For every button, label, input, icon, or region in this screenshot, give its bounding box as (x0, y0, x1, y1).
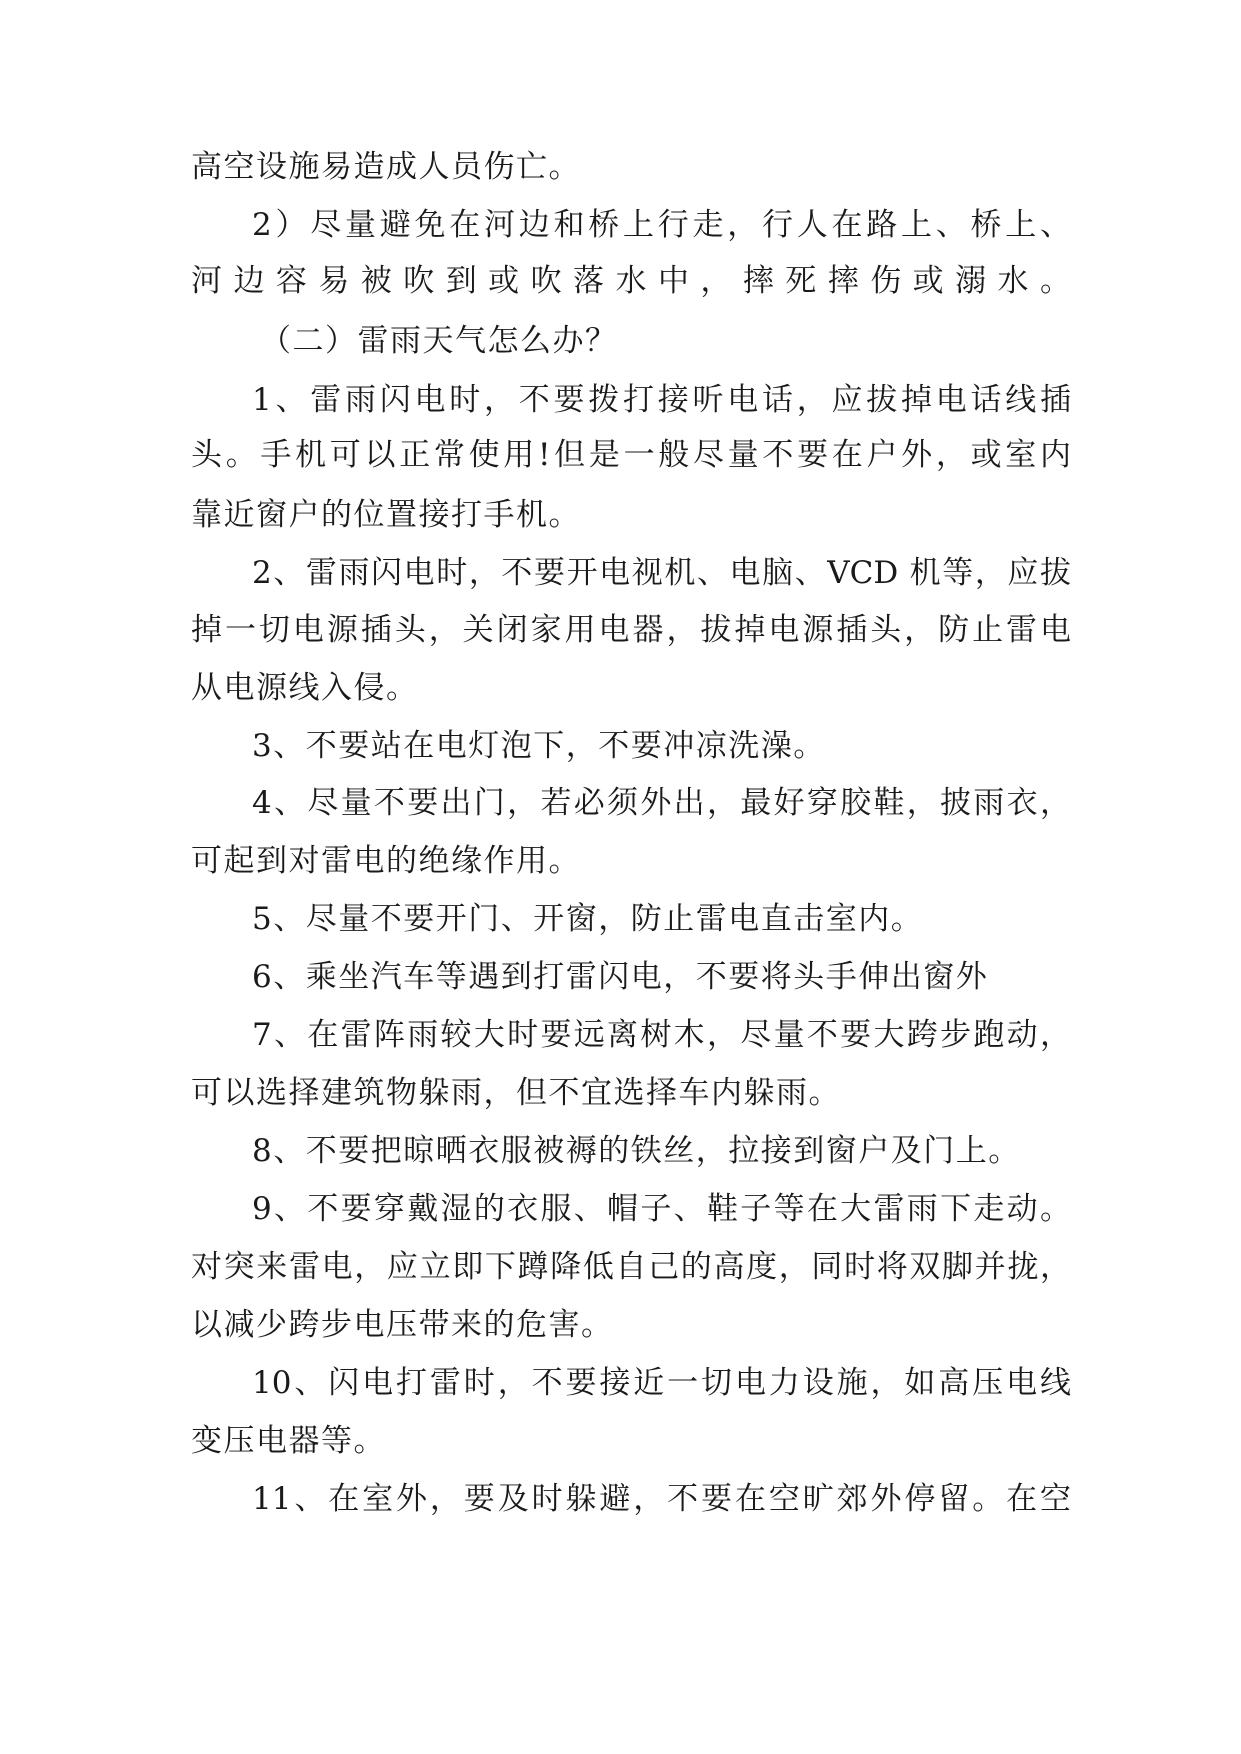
paragraph-line: 6、乘坐汽车等遇到打雷闪电，不要将头手伸出窗外 (252, 959, 989, 995)
paragraph-line: 靠近窗户的位置接打手机。 (191, 497, 581, 533)
paragraph-line: 3、不要站在电灯泡下，不要冲凉洗澡。 (252, 728, 826, 764)
paragraph-line: 变压电器等。 (191, 1423, 386, 1459)
paragraph-line: 掉一切电源插头，关闭家用电器，拔掉电源插头，防止雷电 (191, 612, 1071, 648)
paragraph-line: 以减少跨步电压带来的危害。 (191, 1307, 614, 1343)
paragraph-line: 2、雷雨闪电时，不要开电视机、电脑、VCD 机等，应拔 (252, 555, 1071, 591)
paragraph-line: 11、在室外，要及时躲避，不要在空旷郊外停留。在空 (252, 1481, 1071, 1517)
paragraph-line: 2）尽量避免在河边和桥上行走，行人在路上、桥上、 (252, 207, 1071, 243)
paragraph-line: 9、不要穿戴湿的衣服、帽子、鞋子等在大雷雨下走动。 (252, 1191, 1071, 1227)
paragraph-line: 8、不要把晾晒衣服被褥的铁丝，拉接到窗户及门上。 (252, 1133, 1021, 1169)
paragraph-line: 从电源线入侵。 (191, 670, 419, 706)
paragraph-line: 1、雷雨闪电时，不要拨打接听电话，应拔掉电话线插 (252, 382, 1071, 418)
paragraph-line: 10、闪电打雷时，不要接近一切电力设施，如高压电线 (252, 1365, 1071, 1401)
paragraph-line: 河边容易被吹到或吹落水中，摔死摔伤或溺水。 (191, 263, 1071, 299)
paragraph-line: 头。手机可以正常使用!但是一般尽量不要在户外，或室内 (191, 437, 1071, 473)
paragraph-line: 7、在雷阵雨较大时要远离树木，尽量不要大跨步跑动， (252, 1017, 1071, 1053)
paragraph-line: 可起到对雷电的绝缘作用。 (191, 843, 581, 879)
paragraph-line: 对突来雷电，应立即下蹲降低自己的高度，同时将双脚并拢， (191, 1249, 1071, 1285)
paragraph-line: 可以选择建筑物躲雨，但不宜选择车内躲雨。 (191, 1075, 841, 1111)
paragraph-line: 4、尽量不要出门，若必须外出，最好穿胶鞋，披雨衣， (252, 785, 1071, 821)
section-heading: （二）雷雨天气怎么办？ (260, 323, 618, 359)
paragraph-line: 高空设施易造成人员伤亡。 (191, 149, 581, 185)
paragraph-line: 5、尽量不要开门、开窗，防止雷电直击室内。 (252, 901, 924, 937)
